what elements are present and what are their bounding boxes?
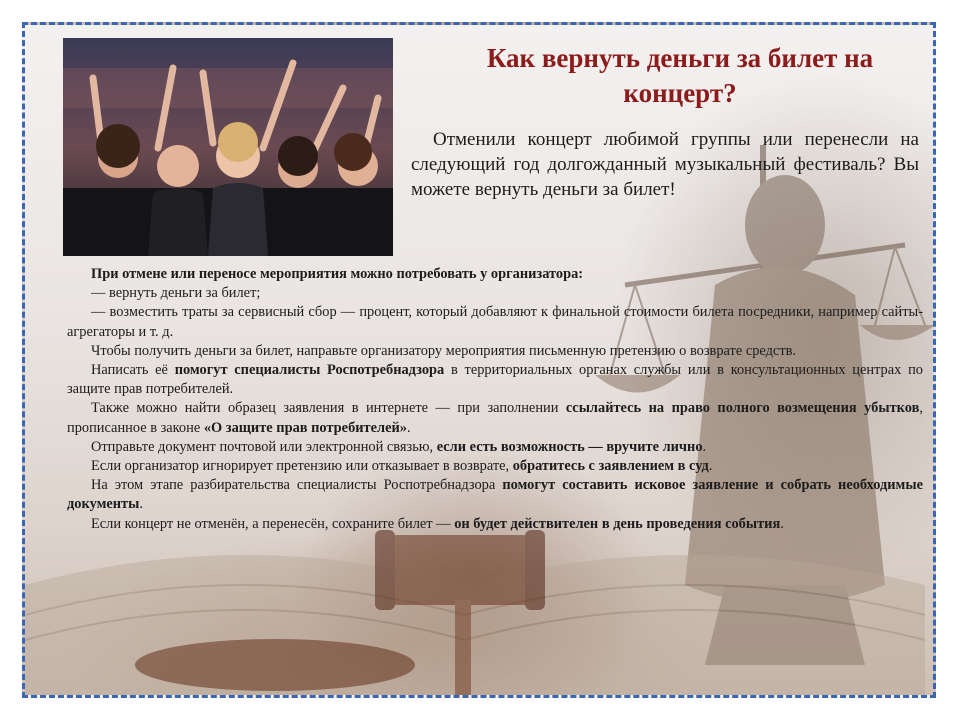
paragraph-rescheduled: Если концерт не отменён, а перенесён, сохраните билет — он будет действителен в день проведения события. — [91, 515, 784, 532]
poster-frame — [22, 22, 936, 698]
lead-text: При отмене или переносе мероприятия можно потребовать у организатора: — [91, 266, 584, 282]
paragraph-template: Также можно найти образец заявления в интернете — при заполнении ссылайтесь на право полного возмещения убытков, прописанное в законе «О защите прав потребителей». — [67, 400, 923, 436]
paragraph-lawsuit: На этом этапе разбирательства специалисты Роспотребнадзора помогут составить исковое заявление и собрать необходимые документы. — [67, 477, 923, 513]
body-text — [67, 265, 923, 534]
paragraph-claim: Чтобы получить деньги за билет, направьте организатору мероприятия письменную претензию о возврате средств. — [91, 342, 796, 359]
page-title: Как вернуть деньги за билет на концерт? — [486, 43, 874, 108]
paragraph-send: Отправьте документ почтовой или электронной связью, если есть возможность — вручите лично. — [91, 438, 707, 455]
bullet-service-fee: — возместить траты за сервисный сбор — процент, который добавляют к финальной стоимости билета посредники, например сайты-агрегаторы и т. д. — [67, 304, 923, 340]
concert-crowd-photo — [63, 38, 393, 256]
paragraph-specialists: Написать её помогут специалисты Роспотребнадзора в территориальных органах службы или в консультационных центрах по защите прав потребителей. — [67, 362, 923, 398]
paragraph-court: Если организатор игнорирует претензию или отказывает в возврате, обратитесь с заявлением в суд. — [91, 458, 713, 475]
bullet-refund: — вернуть деньги за билет; — [91, 285, 261, 302]
lead-paragraph — [67, 265, 923, 284]
intro-paragraph: Отменили концерт любимой группы или перенесли на следующий год долгожданный музыкальный фестиваль? Вы можете вернуть деньги за билет! — [411, 129, 919, 200]
intro-text — [411, 127, 919, 202]
